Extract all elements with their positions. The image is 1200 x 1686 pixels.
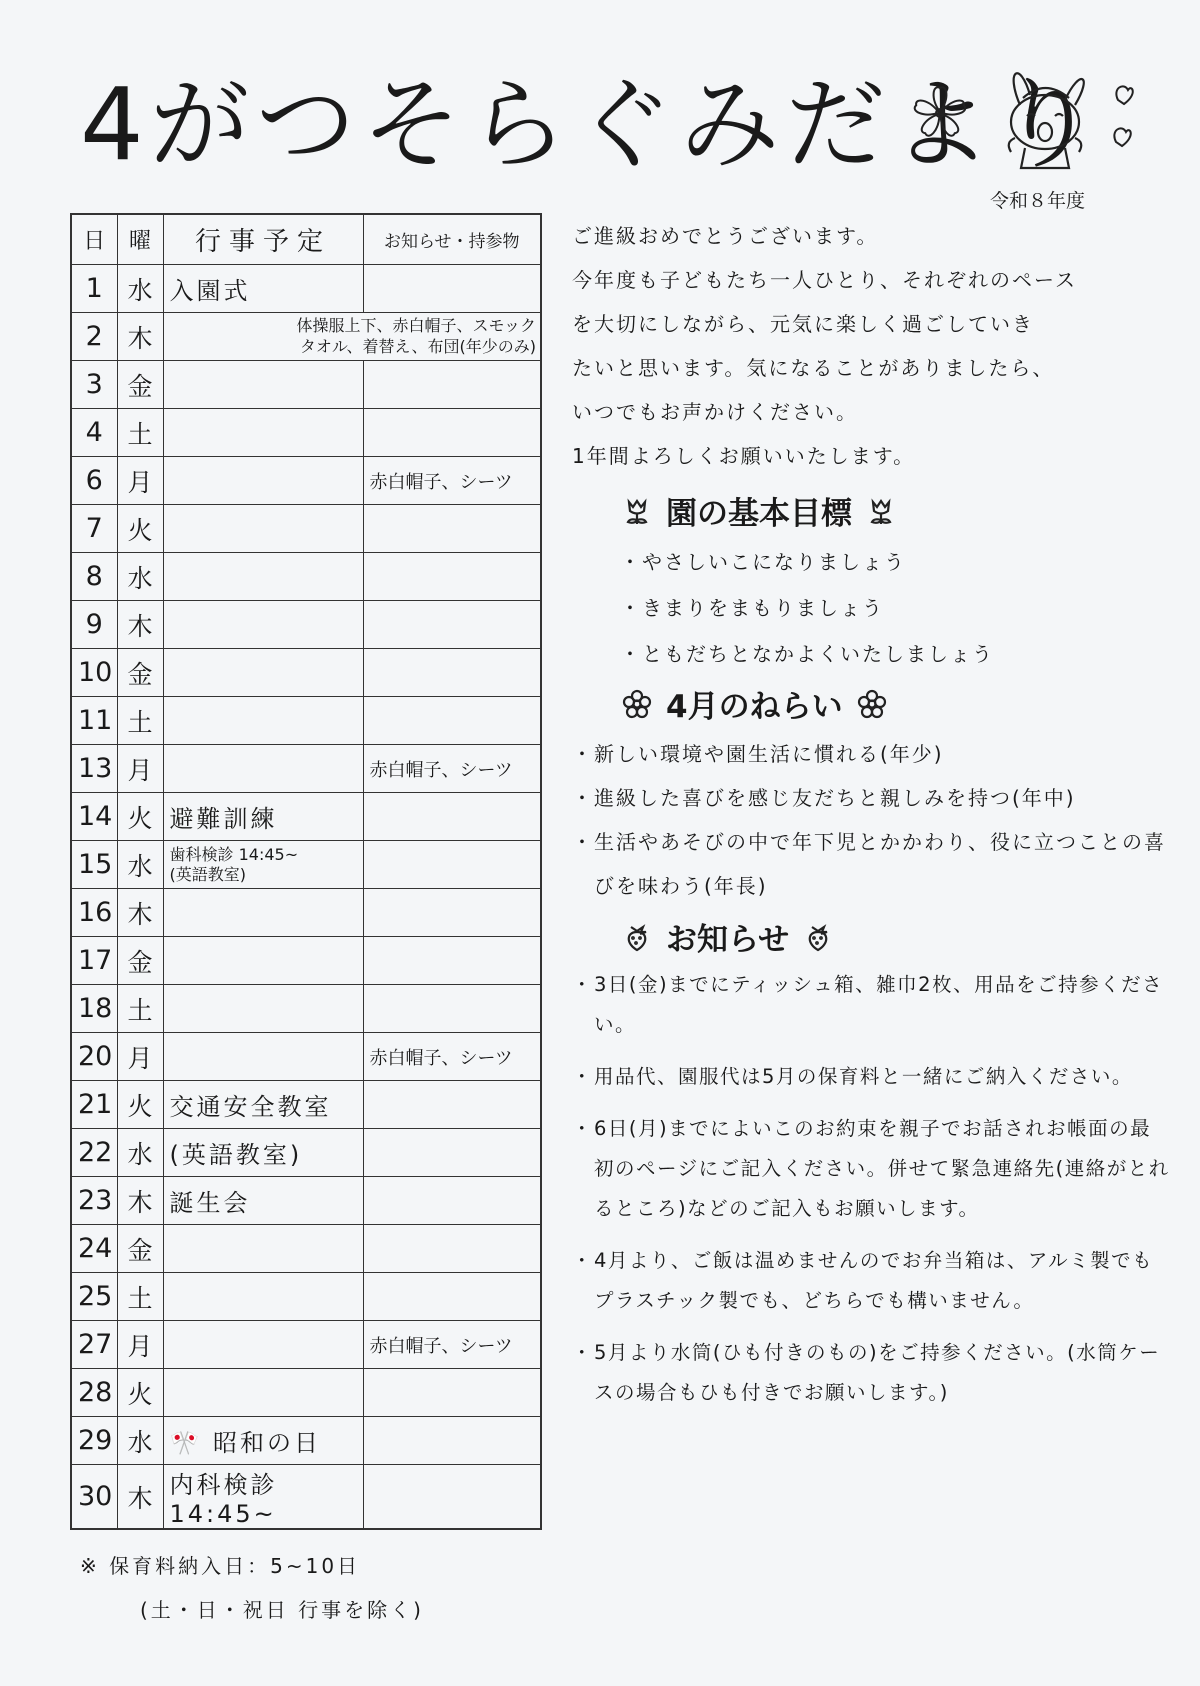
goals-list [572,539,1172,677]
belongings-note-line: 体操服上下、赤白帽子、スモック [296,315,536,335]
greeting-line: たいと思います。気になることがありましたら、 [572,356,1055,380]
notice-cell [363,1273,541,1321]
event-cell [163,889,363,937]
belongings-note-line: タオル、着替え、布団(年少のみ) [299,336,536,356]
notice-cell [363,1129,541,1177]
notice-cell [363,889,541,937]
notice-cell [363,361,541,409]
weekday-cell: 水 [117,841,163,889]
event-cell [163,1369,363,1417]
news-item: ・ 6日(月)までによいこのお約束を親子でお話されお帳面の最初のページにご記入ください。併せて緊急連絡先(連絡がとれるところ)などのご記入もお願いします。 [572,1109,1172,1229]
notice-cell [363,505,541,553]
weekday-cell: 金 [117,1225,163,1273]
fiscal-year: 令和８年度 [990,190,1086,212]
weekday-cell: 木 [117,313,163,361]
day-cell: 15 [71,841,117,889]
day-cell: 7 [71,505,117,553]
notice-cell: 赤白帽子、シーツ [363,1321,541,1369]
table-row [71,1177,541,1225]
weekday-cell: 火 [117,793,163,841]
notice-cell: 赤白帽子、シーツ [363,1033,541,1081]
day-cell: 21 [71,1081,117,1129]
header-dow: 曜 [117,214,163,265]
weekday-cell: 火 [117,1081,163,1129]
goal-item: ・ やさしいこになりましょう [620,539,1172,585]
flower-icon [857,689,887,719]
table-row [71,697,541,745]
weekday-cell: 木 [117,1465,163,1530]
news-item: ・ 4月より、ご飯は温めませんのでお弁当箱は、アルミ製でもプラスチック製でも、どちらでも構いません。 [572,1241,1172,1321]
notice-cell [363,1369,541,1417]
event-cell [163,601,363,649]
day-cell: 18 [71,985,117,1033]
day-cell: 30 [71,1465,117,1530]
table-row [71,1129,541,1177]
event-cell: 交通安全教室 [163,1081,363,1129]
day-cell: 16 [71,889,117,937]
day-cell: 22 [71,1129,117,1177]
weekday-cell: 土 [117,985,163,1033]
table-row [71,1369,541,1417]
day-cell: 17 [71,937,117,985]
notice-cell [363,1465,541,1530]
day-cell: 29 [71,1417,117,1465]
goal-item: ・ ともだちとなかよくいたしましょう [620,631,1172,677]
notice-cell [363,793,541,841]
weekday-cell: 月 [117,745,163,793]
event-cell [163,505,363,553]
day-cell: 23 [71,1177,117,1225]
weekday-cell: 火 [117,505,163,553]
event-cell [163,553,363,601]
news-item: ・ 用品代、園服代は5月の保育料と一緒にご納入ください。 [572,1057,1172,1097]
notice-cell [363,841,541,889]
day-cell: 28 [71,1369,117,1417]
weekday-cell: 金 [117,649,163,697]
notice-cell [363,409,541,457]
news-item: ・ 5月より水筒(ひも付きのもの)をご持参ください。(水筒ケースの場合もひも付きでお願いします。) [572,1333,1172,1413]
day-cell: 8 [71,553,117,601]
table-header-row [71,214,541,265]
event-cell: 歯科検診 14:45~ (英語教室) [163,841,363,889]
table-row [71,1417,541,1465]
right-column [572,214,1172,1425]
table-row [71,553,541,601]
event-cell: (英語教室) [163,1129,363,1177]
event-cell: 誕生会 [163,1177,363,1225]
schedule-table [70,213,542,1530]
table-row [71,937,541,985]
greeting-line: ご進級おめでとうございます。 [572,224,879,248]
table-row [71,457,541,505]
table-row [71,505,541,553]
day-cell: 10 [71,649,117,697]
table-row [71,1465,541,1530]
goals-heading [622,488,1172,533]
aims-list [572,732,1172,908]
event-cell [163,697,363,745]
notice-cell [363,697,541,745]
notice-cell: 赤白帽子、シーツ [363,457,541,505]
day-cell: 25 [71,1273,117,1321]
table-row [71,265,541,313]
goals-title: 園の基本目標 [666,496,852,532]
day-cell: 13 [71,745,117,793]
petal-icon [1110,80,1140,150]
strawberry-icon [622,922,652,952]
event-cell [163,1033,363,1081]
tulip-icon [622,496,652,526]
fee-footnote [80,1544,424,1632]
header-notice: お知らせ・持参物 [363,214,541,265]
weekday-cell: 土 [117,697,163,745]
table-row [71,1081,541,1129]
weekday-cell: 月 [117,1321,163,1369]
belongings-note-cell [163,313,541,361]
weekday-cell: 水 [117,1417,163,1465]
weekday-cell: 月 [117,1033,163,1081]
event-cell [163,1225,363,1273]
notice-cell [363,1225,541,1273]
table-row [71,793,541,841]
news-item: ・ 3日(金)までにティッシュ箱、雑巾2枚、用品をご持参ください。 [572,965,1172,1045]
event-cell [163,937,363,985]
table-row [71,1273,541,1321]
event-cell [163,1273,363,1321]
event-cell: 🎌 昭和の日 [163,1417,363,1465]
notice-cell [363,1417,541,1465]
table-row [71,649,541,697]
bunny-icon [985,60,1105,180]
notice-cell [363,937,541,985]
news-title: お知らせ [666,922,790,958]
event-cell: 入園式 [163,265,363,313]
flower-icon [622,689,652,719]
event-cell: 内科検診 14:45~ [163,1465,363,1530]
notice-cell [363,1081,541,1129]
day-cell: 14 [71,793,117,841]
weekday-cell: 火 [117,1369,163,1417]
table-row [71,361,541,409]
day-cell: 27 [71,1321,117,1369]
weekday-cell: 土 [117,1273,163,1321]
event-cell [163,649,363,697]
tulip-icon [866,496,896,526]
aim-item: ・ 新しい環境や園生活に慣れる(年少) [572,732,1172,776]
table-row [71,1225,541,1273]
schedule-body [71,265,541,1530]
aim-item: ・ 生活やあそびの中で年下児とかかわり、役に立つことの喜びを味わう(年長) [572,820,1172,908]
event-cell [163,745,363,793]
notice-cell [363,985,541,1033]
notice-cell [363,601,541,649]
aims-title: 4月のねらい [666,689,843,725]
goal-item: ・ きまりをまもりましょう [620,585,1172,631]
greeting [572,214,1172,478]
day-cell: 11 [71,697,117,745]
weekday-cell: 木 [117,601,163,649]
greeting-line: を大切にしながら、元気に楽しく過ごしていき [572,312,1034,336]
day-cell: 24 [71,1225,117,1273]
event-cell [163,361,363,409]
weekday-cell: 金 [117,361,163,409]
weekday-cell: 月 [117,457,163,505]
event-cell [163,985,363,1033]
weekday-cell: 土 [117,409,163,457]
weekday-cell: 水 [117,1129,163,1177]
weekday-cell: 金 [117,937,163,985]
aim-item: ・ 進級した喜びを感じ友だちと親しみを持つ(年中) [572,776,1172,820]
sakura-icon [905,78,975,148]
weekday-cell: 水 [117,553,163,601]
weekday-cell: 木 [117,1177,163,1225]
day-cell: 2 [71,313,117,361]
notice-cell [363,265,541,313]
weekday-cell: 水 [117,265,163,313]
day-cell: 6 [71,457,117,505]
notice-cell [363,1177,541,1225]
table-row [71,841,541,889]
day-cell: 9 [71,601,117,649]
footnote-line1: ※ 保育料納入日：5~10日 [80,1554,361,1578]
table-row [71,313,541,361]
day-cell: 20 [71,1033,117,1081]
notice-cell [363,553,541,601]
header-day: 日 [71,214,117,265]
greeting-line: 今年度も子どもたち一人ひとり、それぞれのペース [572,268,1077,292]
footnote-line2: (土・日・祝日 行事を除く) [140,1598,424,1622]
table-row [71,601,541,649]
table-row [71,889,541,937]
greeting-line: 1年間よろしくお願いいたします。 [572,444,916,468]
table-row [71,745,541,793]
event-cell [163,457,363,505]
page-title: 4がつそらぐみだより [80,66,1104,183]
aims-heading [622,681,1172,726]
day-cell: 1 [71,265,117,313]
event-cell [163,1321,363,1369]
table-row [71,1033,541,1081]
weekday-cell: 木 [117,889,163,937]
notice-cell: 赤白帽子、シーツ [363,745,541,793]
table-row [71,409,541,457]
table-row [71,985,541,1033]
header-event: 行事予定 [163,214,363,265]
notice-cell [363,649,541,697]
day-cell: 4 [71,409,117,457]
day-cell: 3 [71,361,117,409]
strawberry-icon [803,922,833,952]
greeting-line: いつでもお声かけください。 [572,400,858,424]
event-cell: 避難訓練 [163,793,363,841]
news-heading [622,914,1172,959]
table-row [71,1321,541,1369]
event-cell [163,409,363,457]
news-list [572,965,1172,1413]
